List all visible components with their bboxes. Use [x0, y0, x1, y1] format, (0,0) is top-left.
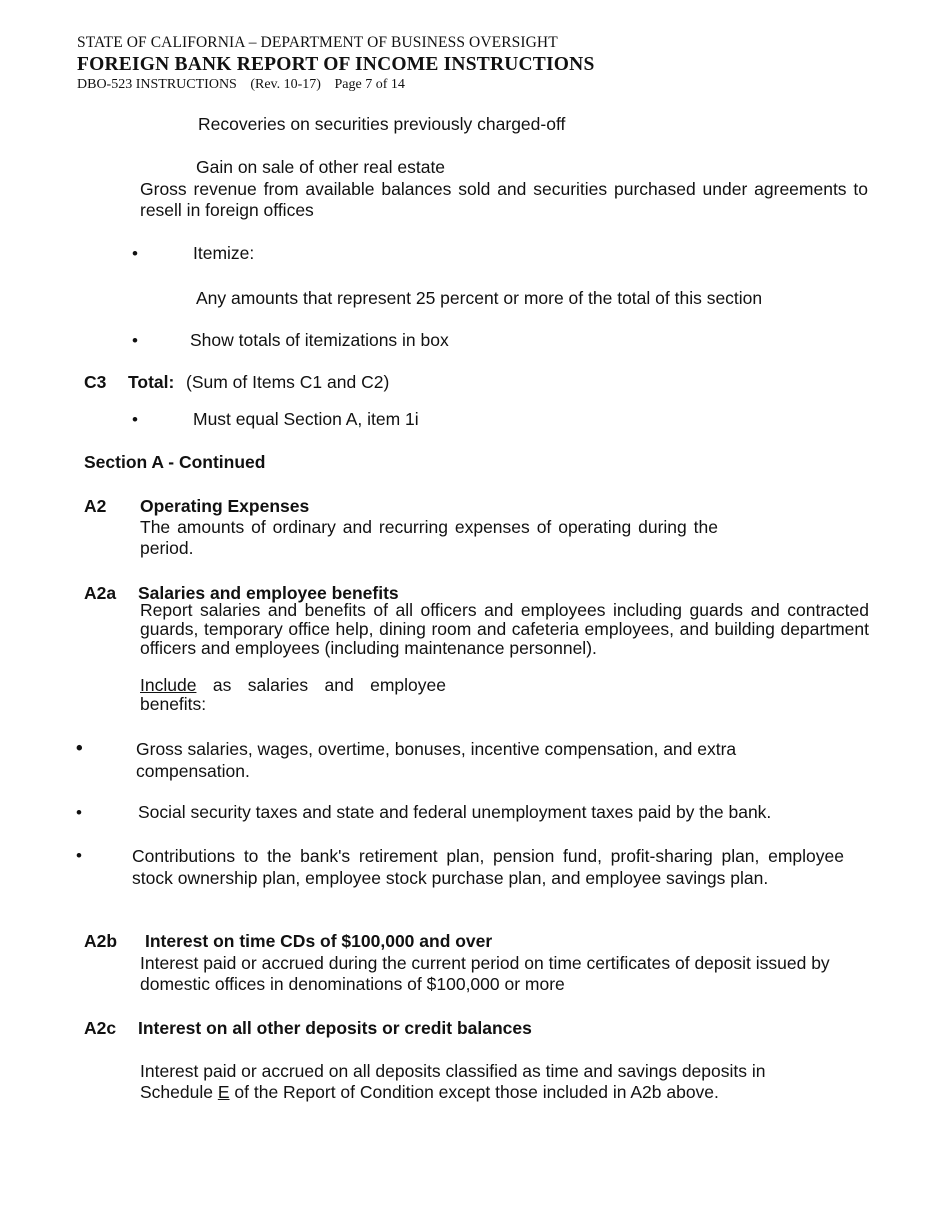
- include-rest: as salaries and employee benefits:: [140, 675, 446, 714]
- a2-title: Operating Expenses: [140, 496, 310, 516]
- section-a-heading: Section A - Continued: [84, 452, 266, 472]
- form-revision: (Rev. 10-17): [250, 77, 321, 92]
- itemize-detail: Any amounts that represent 25 percent or more of the total of this section: [196, 288, 763, 308]
- item-gross-revenue-text: Gross revenue from available balances sold and securities purchased under agreements to resell in foreign offices: [140, 179, 868, 220]
- a2b-title: Interest on time CDs of $100,000 and over: [145, 931, 493, 951]
- a2a-title: Salaries and employee benefits: [138, 583, 399, 603]
- include-note: [140, 676, 446, 714]
- c3-code: C3: [84, 372, 107, 392]
- a2a-bullet-2: Social security taxes and state and federal unemployment taxes paid by the bank.: [138, 802, 772, 822]
- form-number: DBO-523 INSTRUCTIONS: [77, 77, 237, 92]
- a2a-code: A2a: [84, 583, 117, 603]
- form-info-line: [77, 77, 415, 93]
- bullet-marker: •: [76, 803, 82, 822]
- item-gross-revenue: [140, 179, 868, 221]
- page-number: Page 7 of 14: [334, 77, 405, 92]
- item-gain-real-estate: Gain on sale of other real estate: [196, 157, 446, 177]
- bullet-marker: •: [132, 410, 138, 429]
- a2-text: The amounts of ordinary and recurring expenses of operating during the period.: [140, 517, 718, 558]
- c3-text: (Sum of Items C1 and C2): [186, 372, 390, 392]
- a2a-bullet-1: Gross salaries, wages, overtime, bonuses, incentive compensation, and extra compensation.: [136, 739, 737, 781]
- bullet-marker: •: [76, 846, 82, 865]
- c3-label: Total:: [128, 372, 175, 392]
- c3-bullet: Must equal Section A, item 1i: [193, 409, 419, 429]
- a2b-text: Interest paid or accrued during the current period on time certificates of deposit issued by domestic offices in denominations of $100,000 or more: [140, 953, 830, 994]
- agency-line: STATE OF CALIFORNIA – DEPARTMENT OF BUSINESS OVERSIGHT: [77, 34, 558, 51]
- bullet-marker: •: [132, 331, 138, 350]
- include-word: Include: [140, 675, 197, 695]
- a2c-schedule-letter: E: [217, 1082, 230, 1102]
- a2a-text: Report salaries and benefits of all officers and employees including guards and contracted guards, temporary office help, dining room and cafeteria employees, and building department officers and employees (including maintenance personnel).: [140, 600, 869, 658]
- a2c-text-start: Interest paid or accrued on all deposits classified as time and savings deposits in Schedule: [140, 1061, 766, 1102]
- a2c-text: [140, 1061, 830, 1103]
- document-title: FOREIGN BANK REPORT OF INCOME INSTRUCTIONS: [77, 54, 595, 75]
- bullet-marker: •: [76, 738, 83, 759]
- item-recoveries: Recoveries on securities previously charged-off: [198, 114, 566, 134]
- a2c-text-end: of the Report of Condition except those included in A2b above.: [229, 1082, 719, 1102]
- a2c-code: A2c: [84, 1018, 117, 1038]
- a2a-bullet-3: Contributions to the bank's retirement plan, pension fund, profit-sharing plan, employee stock ownership plan, employee stock purchase plan, and employee savings plan.: [132, 846, 844, 888]
- bullet-show-totals: Show totals of itemizations in box: [190, 330, 449, 350]
- a2c-title: Interest on all other deposits or credit balances: [138, 1018, 532, 1038]
- a2b-code: A2b: [84, 931, 118, 951]
- bullet-marker: •: [132, 244, 138, 263]
- bullet-itemize: Itemize:: [193, 243, 255, 263]
- a2-code: A2: [84, 496, 107, 516]
